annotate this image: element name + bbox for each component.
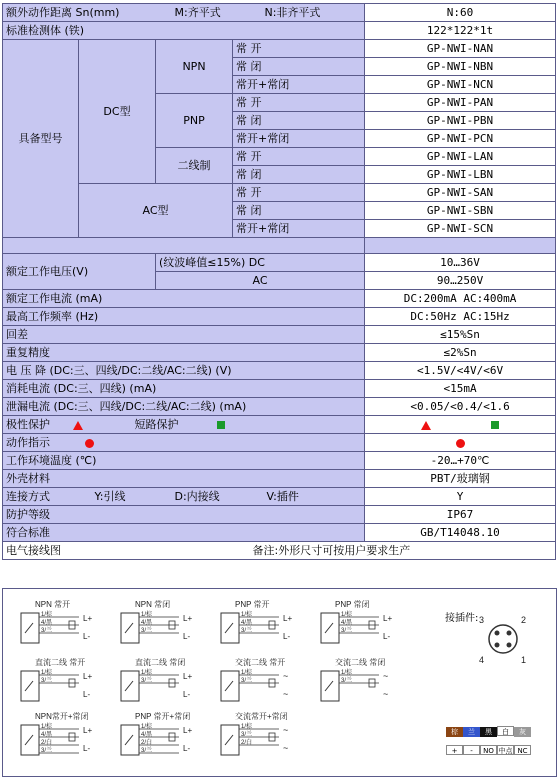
lplus-label: L+ — [383, 614, 393, 623]
wire-label: 1/棕 — [141, 670, 153, 676]
leak-label: 泄漏电流 (DC:三、四线/DC:二线/AC:二线) (mA) — [3, 398, 365, 416]
pin-label: 3 — [479, 615, 485, 625]
legend-color: 黑 — [480, 727, 497, 737]
ac-type: AC型 — [79, 184, 233, 238]
npn-no: 常 开 — [233, 40, 365, 58]
pnp-nc: 常 闭 — [233, 112, 365, 130]
wire-label: 3/兰 — [341, 678, 353, 684]
diagram-title: PNP 常开+常闭 — [135, 712, 191, 721]
range-m: M:齐平式 — [174, 6, 221, 19]
wire-label: 4/黑 — [141, 732, 153, 738]
repeat-value: ≤2%Sn — [365, 344, 556, 362]
conn-d: D:内接线 — [174, 490, 220, 503]
conn-y: Y:引线 — [94, 490, 126, 503]
consumption-value: <15mA — [365, 380, 556, 398]
pin-dot — [495, 643, 500, 648]
lplus-label: L+ — [83, 726, 93, 735]
indicator-row — [3, 434, 365, 452]
diagram-title: NPN常开+常闭 — [35, 712, 89, 721]
model-value: GP-NWI-NAN — [365, 40, 556, 58]
ip-label: 防护等级 — [3, 506, 365, 524]
lminus-label: L- — [183, 744, 191, 753]
volt-label: 额定工作电压(V) — [3, 254, 156, 290]
wire-label: 4/黑 — [41, 620, 53, 626]
legend-color: 兰 — [463, 727, 480, 737]
lplus-label: L+ — [183, 672, 193, 681]
pin-label: 4 — [479, 655, 485, 665]
standard-label: 符合标准 — [3, 524, 365, 542]
dc-type: DC型 — [79, 40, 156, 184]
pin-label: 2 — [521, 615, 527, 625]
wire-label: 1/棕 — [341, 612, 353, 618]
wire-label: 1/棕 — [41, 724, 53, 730]
shell-value: PBT/玻璃钢 — [365, 470, 556, 488]
range-n: N:非齐平式 — [264, 6, 321, 19]
lminus-label: L- — [83, 744, 91, 753]
wire-label: 1/棕 — [41, 670, 53, 676]
pnp-label: PNP — [156, 94, 233, 148]
temp-value: -20…+70℃ — [365, 452, 556, 470]
pin-dot — [507, 631, 512, 636]
blank-cell — [365, 238, 556, 254]
npn-nc: 常 闭 — [233, 58, 365, 76]
model-value: GP-NWI-NBN — [365, 58, 556, 76]
drop-label: 电 压 降 (DC:三、四线/DC:二线/AC:二线) (V) — [3, 362, 365, 380]
ip-value: IP67 — [365, 506, 556, 524]
lminus-label: L- — [183, 690, 191, 699]
current-label: 额定工作电流 (mA) — [3, 290, 365, 308]
connection-row — [3, 488, 365, 506]
two-no: 常 开 — [233, 148, 365, 166]
standard-value: GB/T14048.10 — [365, 524, 556, 542]
wiring-label: 电气接线图 — [6, 544, 61, 557]
diagram-title: 交流常开+常闭 — [235, 712, 288, 721]
lplus-label: L+ — [183, 614, 193, 623]
model-value: GP-NWI-PBN — [365, 112, 556, 130]
legend-meaning: NC — [514, 745, 531, 755]
npn-label: NPN — [156, 40, 233, 94]
leak-value: <0.05/<0.4/<1.6 — [365, 398, 556, 416]
shell-label: 外壳材料 — [3, 470, 365, 488]
wire-label: 2/白 — [41, 740, 53, 746]
two-wire-label: 二线制 — [156, 148, 233, 184]
range-row — [3, 4, 365, 22]
diagram-title: PNP 常开 — [235, 600, 270, 609]
temp-label: 工作环境温度 (℃) — [3, 452, 365, 470]
sensor-box — [221, 613, 239, 643]
diagram-title: 交流二线 常开 — [235, 658, 286, 667]
lminus-label: L- — [83, 690, 91, 699]
diagram-title: PNP 常闭 — [335, 600, 370, 609]
legend-color: 灰 — [514, 727, 531, 737]
plug-icon — [489, 625, 517, 653]
lplus-label: L+ — [183, 726, 193, 735]
wire-label: 3/兰 — [241, 732, 253, 738]
model-value: GP-NWI-SAN — [365, 184, 556, 202]
ac-nc: 常 闭 — [233, 202, 365, 220]
spec-table — [2, 3, 556, 560]
lplus-label: L+ — [83, 672, 93, 681]
ac-nonc: 常开+常闭 — [233, 220, 365, 238]
lminus-label: L- — [83, 632, 91, 641]
pin-dot — [495, 631, 500, 636]
blank-row — [3, 238, 365, 254]
lminus-label: L- — [183, 632, 191, 641]
legend-meaning: NO — [480, 745, 497, 755]
wiring-note: 备注:外形尺寸可按用户要求生产 — [252, 544, 411, 557]
sensor-box — [321, 613, 339, 643]
connection-value: Y — [365, 488, 556, 506]
wiring-diagram — [2, 588, 557, 777]
range-value: N:60 — [365, 4, 556, 22]
diagram-title: NPN 常开 — [35, 600, 71, 609]
sensor-box — [221, 725, 239, 755]
legend-color: 棕 — [446, 727, 463, 737]
volt-ac: AC — [156, 272, 365, 290]
models-label: 具备型号 — [3, 40, 79, 238]
sensor-box — [121, 613, 139, 643]
pin-label: 1 — [521, 655, 527, 665]
legend-meaning: 中点 — [498, 747, 513, 755]
conn-v: V:插件 — [266, 490, 299, 503]
diagram-title: 直流二线 常开 — [35, 658, 86, 667]
sensor-box — [121, 671, 139, 701]
sensor-box — [21, 671, 39, 701]
pnp-no: 常 开 — [233, 94, 365, 112]
legend-meaning: + — [446, 745, 463, 755]
connection-label: 连接方式 — [6, 490, 50, 503]
sensor-box — [21, 725, 39, 755]
wire-label: 4/黑 — [41, 732, 53, 738]
volt-ripple-dc: (纹波峰值≤15%) DC — [156, 254, 365, 272]
range-label: 额外动作距离 Sn(mm) — [6, 6, 120, 19]
drop-value: <1.5V/<4V/<6V — [365, 362, 556, 380]
current-value: DC:200mA AC:400mA — [365, 290, 556, 308]
wire-label: 3/兰 — [41, 748, 53, 754]
model-value: GP-NWI-PCN — [365, 130, 556, 148]
ac-symbol: ~ — [283, 743, 289, 753]
wire-label: 2/白 — [241, 740, 253, 746]
wire-label: 4/黑 — [341, 620, 353, 626]
red-dot-icon — [456, 439, 465, 448]
square-icon — [491, 421, 499, 429]
triangle-icon — [421, 421, 431, 430]
lminus-label: L- — [283, 632, 291, 641]
wire-label: 3/兰 — [241, 628, 253, 634]
color-legend — [446, 719, 536, 757]
wire-label: 2/白 — [141, 740, 153, 746]
diagram-title: NPN 常闭 — [135, 600, 171, 609]
wire-label: 3/兰 — [41, 628, 53, 634]
model-value: GP-NWI-PAN — [365, 94, 556, 112]
wire-label: 4/黑 — [241, 620, 253, 626]
polarity-label: 极性保护 — [6, 418, 50, 431]
repeat-label: 重复精度 — [3, 344, 365, 362]
protection-value — [365, 416, 556, 434]
model-value: GP-NWI-SBN — [365, 202, 556, 220]
std-value: 122*122*1t — [365, 22, 556, 40]
ac-symbol: ~ — [283, 689, 289, 699]
wire-label: 3/兰 — [341, 628, 353, 634]
ac-symbol: ~ — [283, 725, 289, 735]
model-value: GP-NWI-SCN — [365, 220, 556, 238]
wire-label: 3/兰 — [141, 628, 153, 634]
wire-label: 3/兰 — [41, 678, 53, 684]
short-label: 短路保护 — [134, 418, 179, 431]
pin-dot — [507, 643, 512, 648]
model-value: GP-NWI-LAN — [365, 148, 556, 166]
wire-label: 1/棕 — [241, 670, 253, 676]
ac-symbol: ~ — [283, 671, 289, 681]
wire-label: 3/兰 — [141, 678, 153, 684]
pnp-nonc: 常开+常闭 — [233, 130, 365, 148]
model-value: GP-NWI-LBN — [365, 166, 556, 184]
triangle-icon — [73, 421, 83, 430]
wire-label: 1/棕 — [141, 724, 153, 730]
wire-label: 1/棕 — [141, 612, 153, 618]
consumption-label: 消耗电流 (DC:三、四线) (mA) — [3, 380, 365, 398]
wire-label: 1/棕 — [341, 670, 353, 676]
freq-label: 最高工作频率 (Hz) — [3, 308, 365, 326]
sensor-box — [221, 671, 239, 701]
volt-dc-value: 10…36V — [365, 254, 556, 272]
model-value: GP-NWI-NCN — [365, 76, 556, 94]
ac-symbol: ~ — [383, 689, 389, 699]
hysteresis-label: 回差 — [3, 326, 365, 344]
wire-label: 1/棕 — [241, 612, 253, 618]
lminus-label: L- — [383, 632, 391, 641]
sensor-box — [121, 725, 139, 755]
npn-nonc: 常开+常闭 — [233, 76, 365, 94]
indicator-value — [365, 434, 556, 452]
diagram-title: 直流二线 常闭 — [135, 658, 186, 667]
ac-no: 常 开 — [233, 184, 365, 202]
square-icon — [217, 421, 225, 429]
sensor-box — [21, 613, 39, 643]
wire-label: 3/兰 — [241, 678, 253, 684]
indicator-label: 动作指示 — [6, 436, 50, 449]
red-dot-icon — [85, 439, 94, 448]
ac-symbol: ~ — [383, 671, 389, 681]
wire-label: 3/兰 — [141, 748, 153, 754]
two-nc: 常 闭 — [233, 166, 365, 184]
wire-label: 4/黑 — [141, 620, 153, 626]
lplus-label: L+ — [283, 614, 293, 623]
freq-value: DC:50Hz AC:15Hz — [365, 308, 556, 326]
volt-ac-value: 90…250V — [365, 272, 556, 290]
wire-label: 1/棕 — [41, 612, 53, 618]
legend-color: 白 — [497, 726, 514, 736]
std-label: 标准检测体 (铁) — [3, 22, 365, 40]
wiring-row — [3, 542, 556, 560]
plug-label: 接插件: — [445, 613, 479, 624]
hysteresis-value: ≤15%Sn — [365, 326, 556, 344]
diagram-title: 交流二线 常闭 — [335, 658, 386, 667]
sensor-box — [321, 671, 339, 701]
protection-row — [3, 416, 365, 434]
wire-label: 1/棕 — [241, 724, 253, 730]
lplus-label: L+ — [83, 614, 93, 623]
legend-meaning: - — [463, 745, 480, 755]
